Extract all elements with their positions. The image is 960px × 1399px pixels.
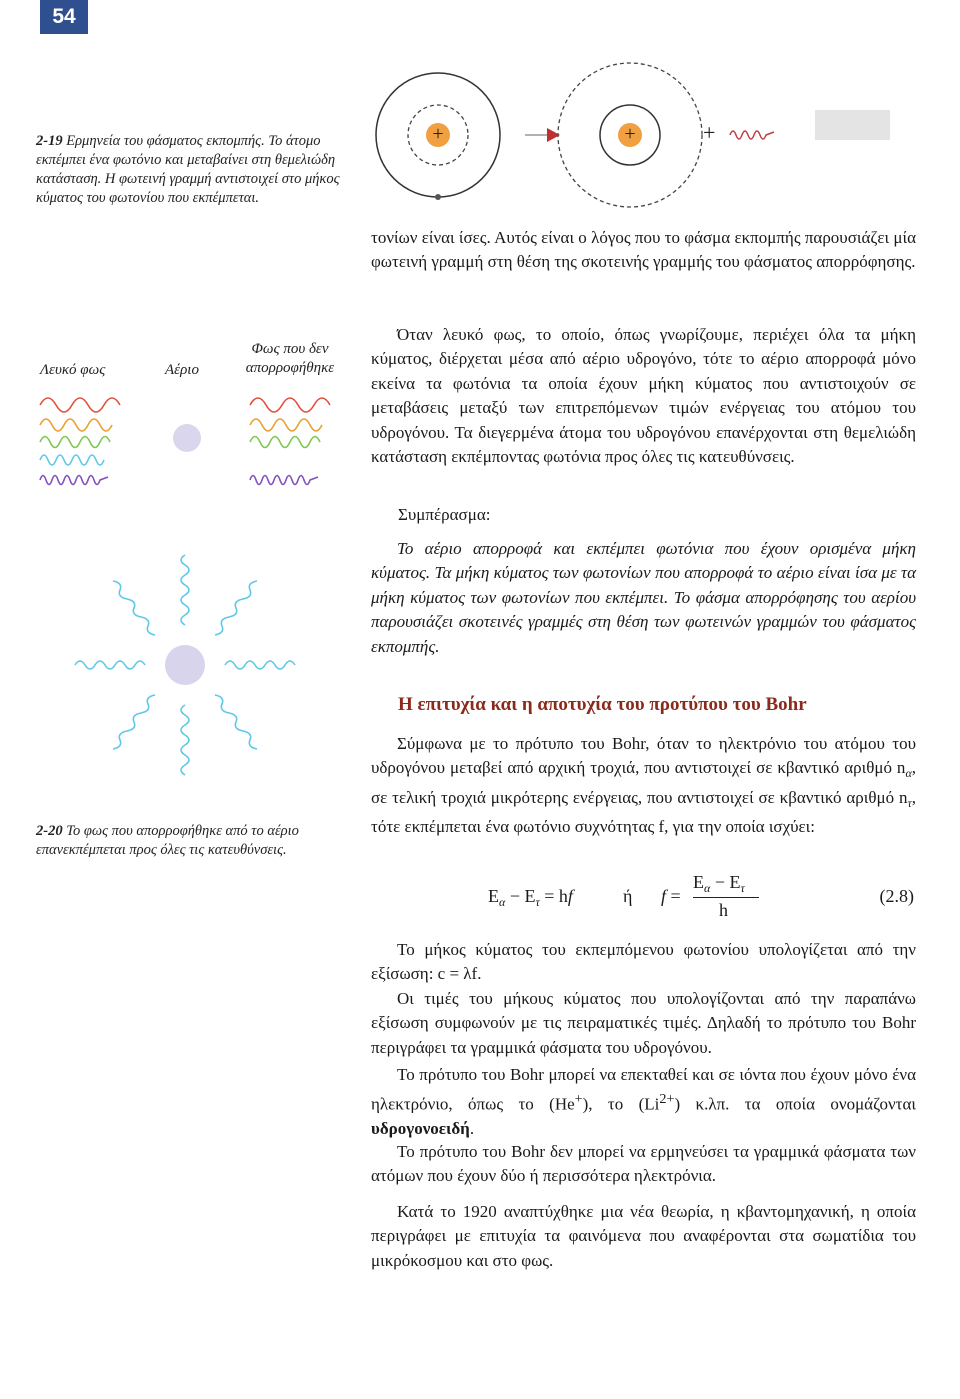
paragraph-1: τονίων είναι ίσες. Αυτός είναι ο λόγος που το φάσμα εκπομπής παρουσιάζει μία φωτεινή γραμμή στη θέση της σκοτεινής γραμμής του φάσματος απορρόφησης.: [371, 228, 916, 272]
eq-or: ή: [623, 886, 633, 906]
fig20-label: 2-20: [36, 823, 63, 839]
term-hydrogenoids: υδρογονοειδή: [371, 1119, 470, 1139]
nucleus-plus-1: +: [432, 123, 444, 145]
reemission-diagram: [35, 530, 355, 810]
paragraph-6: Το πρότυπο του Bohr μπορεί να επεκταθεί και σε ιόντα που έχουν μόνο ένα ηλεκτρόνιο, όπως το (He+), το $(Li^{2+})$ κ.λπ. τα οποία ονομάζονται υδρογονοειδή.: [371, 1065, 916, 1139]
equation: $E_\alpha - E_\tau$ = hf ή f = $E_\alpha - E_\tau$ h (2.8): [488, 872, 914, 920]
paragraph-5: Οι τιμές του μήκους κύματος που υπολογίζονται από την παραπάνω εξίσωση συμφωνούν με τις πειραματικές τιμές. Δηλαδή το πρότυπο του Bohr περιγράφει τα γραμμικά φάσματα του υδρογόνου.: [371, 989, 916, 1057]
photon-plus: +: [703, 120, 716, 145]
paragraph-3: Σύμφωνα με το πρότυπο του Bohr, όταν το ηλεκτρόνιο του ατόμου του υδρογόνου μεταβεί από αρχική τροχιά, που αντιστοιχεί σε κβαντικό αριθμό $n_\alpha$, σε τελική τροχιά μικρότερης ενέργειας, που αντιστοιχεί σε κβαντικό αριθμό $n_\tau$, τότε εκπέμπεται ένα φωτόνιο συχνότητας f, για την οποία ισχύει:: [371, 734, 916, 837]
fig19-label: 2-19: [36, 133, 63, 149]
paragraph-7: Το πρότυπο του Bohr δεν μπορεί να ερμηνεύσει τα γραμμικά φάσματα των ατόμων που έχουν δύο ή περισσότερα ηλεκτρόνια.: [371, 1142, 916, 1186]
page-number: 54: [40, 0, 88, 34]
section-heading: Η επιτυχία και η αποτυχία του προτύπου του Bohr: [398, 694, 807, 715]
label-gas: Αέριο: [165, 362, 199, 378]
label-white-light: Λευκό φως: [40, 362, 106, 378]
fig20-caption-text: Το φως που απορροφήθηκε από το αέριο επανεκπέμπεται προς όλες τις κατευθύνσεις.: [36, 823, 299, 858]
label-unabsorbed: Φως που δεν απορροφήθηκε: [245, 341, 335, 376]
fig20-caption: [36, 822, 348, 860]
paragraph-8: Κατά το 1920 αναπτύχθηκε μια νέα θεωρία, η κβαντομηχανική, η οποία περιγράφει με επιτυχία τα φαινόμενα που αναφέρονται στα σωματίδια του μικρόκοσμου και στο φως.: [371, 1202, 916, 1270]
paragraph-2: Όταν λευκό φως, το οποίο, όπως γνωρίζουμε, περιέχει όλα τα μήκη κύματος, διέρχεται μέσα από αέριο υδρογόνο, τότε το αέριο απορροφά μόνο εκείνα τα φωτόνια τα οποία έχουν μήκη κύματος που αντιστοιχούν σε μεταβάσεις μεταξύ των επιτρεπόμενων τιμών ενέργειας του ατόμου του υδρογόνου. Τα διεγερμένα άτομα του υδρογόνου επανέρχονται στη θεμελιώδη κατάσταση εκπέμποντας φωτόνια προς όλες τις κατευθύνσεις.: [371, 325, 916, 467]
fig19-caption: [36, 132, 348, 208]
fig19-diagram: [375, 60, 895, 220]
fig19-caption-text: Ερμηνεία του φάσματος εκπομπής. Το άτομο εκπέμπει ένα φωτόνιο και μεταβαίνει στη θεμελιώδη κατάσταση. Η φωτεινή γραμμή αντιστοιχεί στο μήκος κύματος του φωτονίου που εκπέμπεται.: [36, 133, 340, 206]
absorption-diagram: [35, 380, 355, 510]
equation-number: (2.8): [879, 886, 914, 906]
conclusion-text: Το αέριο απορροφά και εκπέμπει φωτόνια που έχουν ορισμένα μήκη κύματος. Τα μήκη κύματος των φωτονίων που απορροφά το αέριο είναι ίσα με τα μήκη κύματος των φωτονίων που εκπέμπει. Το φάσμα απορρόφησης του αερίου παρουσιάζει σκοτεινές γραμμές στη θέση των φωτεινών γραμμών του φάσματος εκπομπής.: [371, 539, 916, 656]
paragraph-4: Το μήκος κύματος του εκπεμπόμενου φωτονίου υπολογίζεται από την εξίσωση: c = λf.: [371, 940, 916, 984]
nucleus-plus-2: +: [624, 123, 636, 145]
conclusion-label: Συμπέρασμα:: [398, 505, 491, 524]
